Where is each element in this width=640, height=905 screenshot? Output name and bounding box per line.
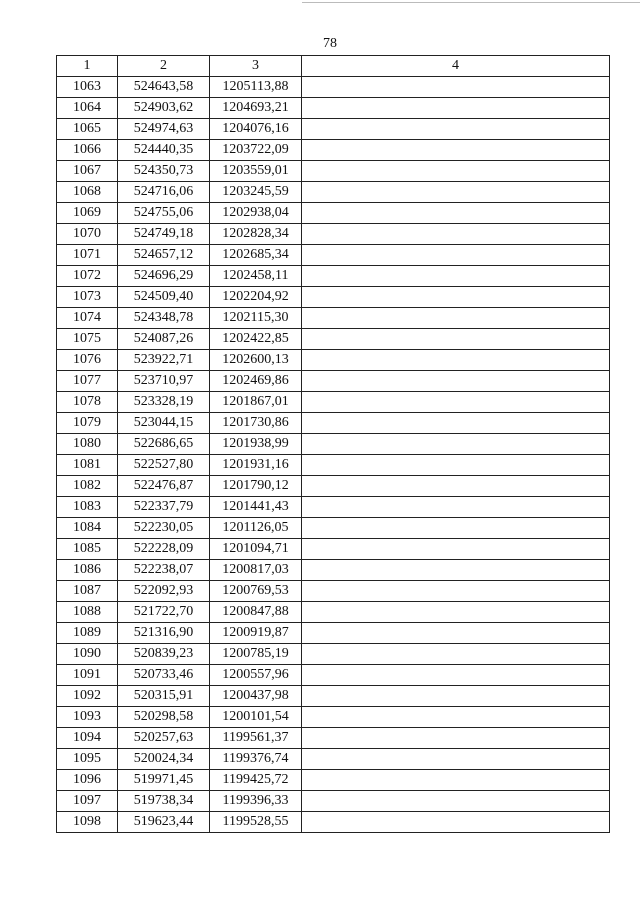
table-row [57, 749, 610, 770]
point-number-cell: 1085 [57, 539, 118, 560]
x-coordinate-cell: 523710,97 [118, 371, 210, 392]
table-row [57, 350, 610, 371]
point-number-cell: 1094 [57, 728, 118, 749]
point-number-cell: 1073 [57, 287, 118, 308]
y-coordinate-cell: 1201790,12 [210, 476, 302, 497]
notes-cell [302, 707, 610, 728]
x-coordinate-cell: 522092,93 [118, 581, 210, 602]
point-number-cell: 1063 [57, 77, 118, 98]
table-row [57, 707, 610, 728]
notes-cell [302, 371, 610, 392]
y-coordinate-cell: 1203722,09 [210, 140, 302, 161]
notes-cell [302, 203, 610, 224]
x-coordinate-cell: 524749,18 [118, 224, 210, 245]
notes-cell [302, 455, 610, 476]
y-coordinate-cell: 1200101,54 [210, 707, 302, 728]
point-number-cell: 1084 [57, 518, 118, 539]
x-coordinate-cell: 524350,73 [118, 161, 210, 182]
y-coordinate-cell: 1203245,59 [210, 182, 302, 203]
notes-cell [302, 497, 610, 518]
table-row [57, 518, 610, 539]
point-number-cell: 1071 [57, 245, 118, 266]
table-row [57, 686, 610, 707]
x-coordinate-cell: 522228,09 [118, 539, 210, 560]
x-coordinate-cell: 522238,07 [118, 560, 210, 581]
notes-cell [302, 266, 610, 287]
y-coordinate-cell: 1200847,88 [210, 602, 302, 623]
notes-cell [302, 602, 610, 623]
notes-cell [302, 665, 610, 686]
table-row [57, 497, 610, 518]
point-number-cell: 1087 [57, 581, 118, 602]
y-coordinate-cell: 1201931,16 [210, 455, 302, 476]
x-coordinate-cell: 523328,19 [118, 392, 210, 413]
y-coordinate-cell: 1202204,92 [210, 287, 302, 308]
notes-cell [302, 518, 610, 539]
table-body [57, 77, 610, 833]
x-coordinate-cell: 522230,05 [118, 518, 210, 539]
y-coordinate-cell: 1200817,03 [210, 560, 302, 581]
column-header-3: 3 [210, 56, 302, 77]
y-coordinate-cell: 1199561,37 [210, 728, 302, 749]
table-row [57, 308, 610, 329]
x-coordinate-cell: 523922,71 [118, 350, 210, 371]
table-row [57, 602, 610, 623]
table-row [57, 476, 610, 497]
x-coordinate-cell: 524716,06 [118, 182, 210, 203]
table-row [57, 413, 610, 434]
notes-cell [302, 140, 610, 161]
notes-cell [302, 119, 610, 140]
notes-cell [302, 329, 610, 350]
notes-cell [302, 539, 610, 560]
notes-cell [302, 770, 610, 791]
y-coordinate-cell: 1202469,86 [210, 371, 302, 392]
y-coordinate-cell: 1203559,01 [210, 161, 302, 182]
notes-cell [302, 308, 610, 329]
point-number-cell: 1093 [57, 707, 118, 728]
x-coordinate-cell: 520733,46 [118, 665, 210, 686]
x-coordinate-cell: 523044,15 [118, 413, 210, 434]
x-coordinate-cell: 521316,90 [118, 623, 210, 644]
x-coordinate-cell: 524440,35 [118, 140, 210, 161]
point-number-cell: 1086 [57, 560, 118, 581]
table-row [57, 371, 610, 392]
y-coordinate-cell: 1201867,01 [210, 392, 302, 413]
table-row [57, 287, 610, 308]
x-coordinate-cell: 524643,58 [118, 77, 210, 98]
table-row [57, 770, 610, 791]
y-coordinate-cell: 1201126,05 [210, 518, 302, 539]
x-coordinate-cell: 520024,34 [118, 749, 210, 770]
y-coordinate-cell: 1199376,74 [210, 749, 302, 770]
notes-cell [302, 476, 610, 497]
table-row [57, 245, 610, 266]
notes-cell [302, 182, 610, 203]
x-coordinate-cell: 522337,79 [118, 497, 210, 518]
point-number-cell: 1065 [57, 119, 118, 140]
point-number-cell: 1096 [57, 770, 118, 791]
notes-cell [302, 350, 610, 371]
table-row [57, 623, 610, 644]
table-row [57, 560, 610, 581]
y-coordinate-cell: 1202115,30 [210, 308, 302, 329]
x-coordinate-cell: 524974,63 [118, 119, 210, 140]
table-row [57, 161, 610, 182]
y-coordinate-cell: 1202828,34 [210, 224, 302, 245]
x-coordinate-cell: 520298,58 [118, 707, 210, 728]
point-number-cell: 1089 [57, 623, 118, 644]
notes-cell [302, 287, 610, 308]
y-coordinate-cell: 1200785,19 [210, 644, 302, 665]
point-number-cell: 1070 [57, 224, 118, 245]
notes-cell [302, 791, 610, 812]
table-row [57, 728, 610, 749]
table-row [57, 119, 610, 140]
x-coordinate-cell: 524348,78 [118, 308, 210, 329]
x-coordinate-cell: 524903,62 [118, 98, 210, 119]
point-number-cell: 1075 [57, 329, 118, 350]
table-row [57, 224, 610, 245]
x-coordinate-cell: 520315,91 [118, 686, 210, 707]
page-number: 78 [323, 36, 337, 51]
point-number-cell: 1081 [57, 455, 118, 476]
coordinates-table [56, 55, 610, 833]
x-coordinate-cell: 519623,44 [118, 812, 210, 833]
table-row [57, 266, 610, 287]
table-row [57, 77, 610, 98]
x-coordinate-cell: 524087,26 [118, 329, 210, 350]
notes-cell [302, 623, 610, 644]
column-header-1: 1 [57, 56, 118, 77]
table-row [57, 329, 610, 350]
point-number-cell: 1076 [57, 350, 118, 371]
point-number-cell: 1066 [57, 140, 118, 161]
point-number-cell: 1082 [57, 476, 118, 497]
x-coordinate-cell: 522686,65 [118, 434, 210, 455]
x-coordinate-cell: 522527,80 [118, 455, 210, 476]
notes-cell [302, 98, 610, 119]
table-row [57, 392, 610, 413]
notes-cell [302, 581, 610, 602]
y-coordinate-cell: 1202685,34 [210, 245, 302, 266]
table-row [57, 434, 610, 455]
notes-cell [302, 644, 610, 665]
notes-cell [302, 245, 610, 266]
point-number-cell: 1067 [57, 161, 118, 182]
x-coordinate-cell: 524509,40 [118, 287, 210, 308]
header-rule [302, 2, 640, 3]
y-coordinate-cell: 1200919,87 [210, 623, 302, 644]
point-number-cell: 1074 [57, 308, 118, 329]
y-coordinate-cell: 1200557,96 [210, 665, 302, 686]
point-number-cell: 1077 [57, 371, 118, 392]
table-row [57, 644, 610, 665]
table-row [57, 182, 610, 203]
point-number-cell: 1072 [57, 266, 118, 287]
point-number-cell: 1079 [57, 413, 118, 434]
point-number-cell: 1090 [57, 644, 118, 665]
notes-cell [302, 392, 610, 413]
table-row [57, 455, 610, 476]
y-coordinate-cell: 1202422,85 [210, 329, 302, 350]
notes-cell [302, 161, 610, 182]
y-coordinate-cell: 1204076,16 [210, 119, 302, 140]
x-coordinate-cell: 524696,29 [118, 266, 210, 287]
x-coordinate-cell: 521722,70 [118, 602, 210, 623]
point-number-cell: 1088 [57, 602, 118, 623]
table-row [57, 140, 610, 161]
y-coordinate-cell: 1202458,11 [210, 266, 302, 287]
column-header-2: 2 [118, 56, 210, 77]
notes-cell [302, 560, 610, 581]
table-row [57, 791, 610, 812]
table-row [57, 581, 610, 602]
x-coordinate-cell: 524657,12 [118, 245, 210, 266]
y-coordinate-cell: 1201730,86 [210, 413, 302, 434]
notes-cell [302, 77, 610, 98]
table-header-row [57, 56, 610, 77]
notes-cell [302, 749, 610, 770]
y-coordinate-cell: 1205113,88 [210, 77, 302, 98]
point-number-cell: 1064 [57, 98, 118, 119]
point-number-cell: 1091 [57, 665, 118, 686]
point-number-cell: 1098 [57, 812, 118, 833]
notes-cell [302, 224, 610, 245]
x-coordinate-cell: 520839,23 [118, 644, 210, 665]
notes-cell [302, 434, 610, 455]
notes-cell [302, 728, 610, 749]
y-coordinate-cell: 1199528,55 [210, 812, 302, 833]
x-coordinate-cell: 520257,63 [118, 728, 210, 749]
point-number-cell: 1097 [57, 791, 118, 812]
point-number-cell: 1069 [57, 203, 118, 224]
y-coordinate-cell: 1202600,13 [210, 350, 302, 371]
table-row [57, 98, 610, 119]
y-coordinate-cell: 1201441,43 [210, 497, 302, 518]
notes-cell [302, 812, 610, 833]
point-number-cell: 1092 [57, 686, 118, 707]
y-coordinate-cell: 1201938,99 [210, 434, 302, 455]
y-coordinate-cell: 1204693,21 [210, 98, 302, 119]
point-number-cell: 1083 [57, 497, 118, 518]
y-coordinate-cell: 1200769,53 [210, 581, 302, 602]
point-number-cell: 1068 [57, 182, 118, 203]
notes-cell [302, 413, 610, 434]
table-row [57, 812, 610, 833]
x-coordinate-cell: 519738,34 [118, 791, 210, 812]
column-header-4: 4 [302, 56, 610, 77]
table-row [57, 665, 610, 686]
x-coordinate-cell: 519971,45 [118, 770, 210, 791]
x-coordinate-cell: 522476,87 [118, 476, 210, 497]
point-number-cell: 1080 [57, 434, 118, 455]
x-coordinate-cell: 524755,06 [118, 203, 210, 224]
point-number-cell: 1095 [57, 749, 118, 770]
y-coordinate-cell: 1202938,04 [210, 203, 302, 224]
notes-cell [302, 686, 610, 707]
point-number-cell: 1078 [57, 392, 118, 413]
y-coordinate-cell: 1199396,33 [210, 791, 302, 812]
table-row [57, 203, 610, 224]
y-coordinate-cell: 1201094,71 [210, 539, 302, 560]
y-coordinate-cell: 1200437,98 [210, 686, 302, 707]
table-row [57, 539, 610, 560]
y-coordinate-cell: 1199425,72 [210, 770, 302, 791]
